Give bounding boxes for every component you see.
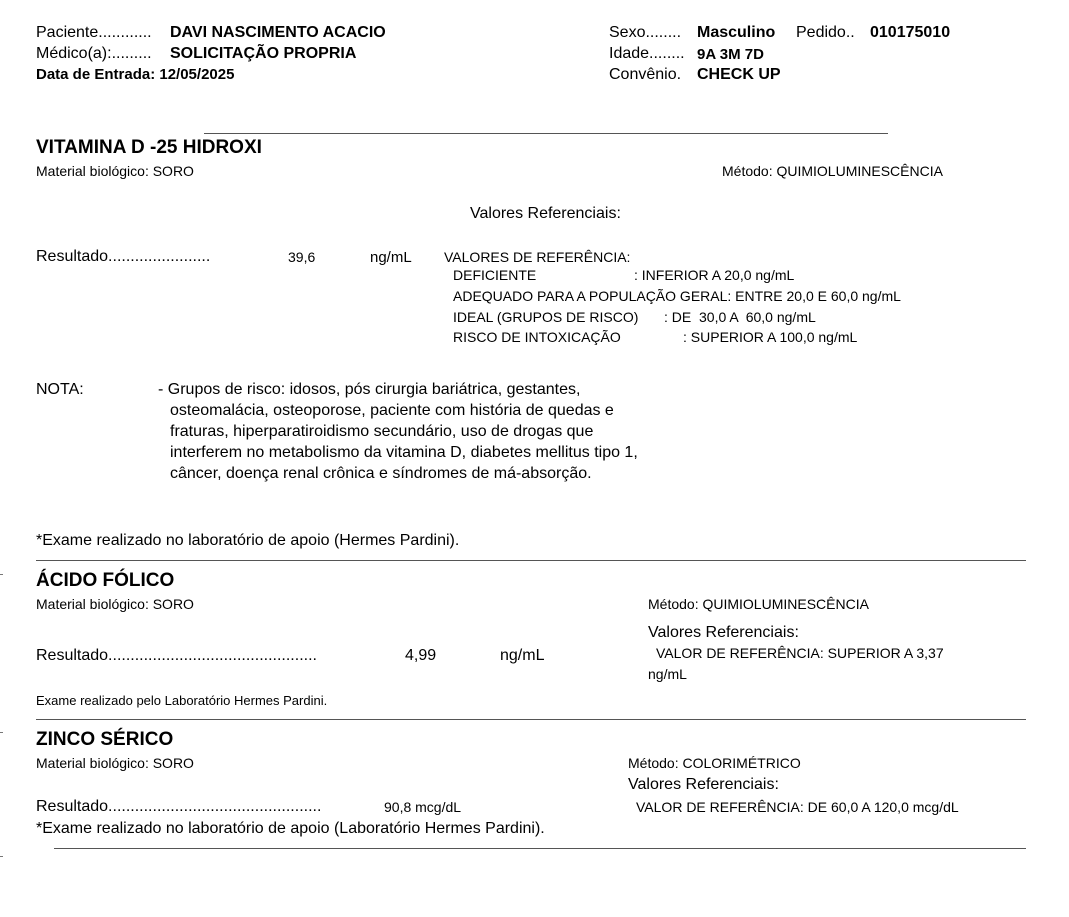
- convenio-value: CHECK UP: [697, 66, 781, 83]
- resultado-value: 39,6: [288, 249, 316, 265]
- sexo-value: Masculino: [697, 24, 776, 41]
- ref-line-label: RISCO DE INTOXICAÇÃO: [453, 329, 621, 345]
- ref-line-label: IDEAL (GRUPOS DE RISCO): [453, 309, 639, 325]
- ref-line-value: : INFERIOR A 20,0 ng/mL: [634, 267, 795, 283]
- material-label: Material biológico: SORO: [36, 596, 194, 612]
- resultado-unit: ng/mL: [500, 647, 545, 664]
- nota-line: fraturas, hiperparatiroidismo secundário, uso de drogas que: [170, 423, 594, 440]
- valores-ref-heading: Valores Referenciais:: [470, 205, 621, 222]
- ref-heading: VALORES DE REFERÊNCIA:: [444, 249, 631, 265]
- valores-ref-heading: Valores Referenciais:: [628, 776, 779, 793]
- nota-line: câncer, doença renal crônica e síndromes de má-absorção.: [170, 465, 592, 482]
- ref-line: VALOR DE REFERÊNCIA: DE 60,0 A 120,0 mcg/dL: [636, 799, 959, 815]
- resultado-value: 4,99: [405, 647, 437, 664]
- convenio-label: Convênio.: [609, 66, 682, 83]
- idade-label: Idade........: [609, 45, 685, 62]
- section-divider: [204, 133, 888, 134]
- section-divider: [54, 848, 1026, 849]
- margin-tick: [0, 856, 3, 857]
- section-divider: [36, 719, 1026, 720]
- material-label: Material biológico: SORO: [36, 755, 194, 771]
- idade-value: 9A 3M 7D: [697, 46, 764, 63]
- pedido-label: Pedido..: [796, 24, 855, 41]
- resultado-unit: ng/mL: [370, 249, 412, 266]
- section-footer: *Exame realizado no laboratório de apoio (Laboratório Hermes Pardini).: [36, 820, 545, 837]
- resultado-label: Resultado.......................: [36, 248, 211, 265]
- section-footer: Exame realizado pelo Laboratório Hermes Pardini.: [36, 693, 328, 708]
- section-title: ÁCIDO FÓLICO: [36, 570, 175, 591]
- ref-line-value: : SUPERIOR A 100,0 ng/mL: [683, 329, 858, 345]
- ref-line-label: DEFICIENTE: [453, 267, 537, 283]
- ref-line-value: : DE 30,0 A 60,0 ng/mL: [664, 309, 816, 325]
- section-title: VITAMINA D -25 HIDROXI: [36, 137, 262, 158]
- sexo-label: Sexo........: [609, 24, 682, 41]
- metodo-label: Método: COLORIMÉTRICO: [628, 755, 801, 771]
- nota-line: interferem no metabolismo da vitamina D, diabetes mellitus tipo 1,: [170, 444, 638, 461]
- section-footer: *Exame realizado no laboratório de apoio (Hermes Pardini).: [36, 532, 460, 549]
- nota-label: NOTA:: [36, 381, 84, 398]
- data-entrada: Data de Entrada: 12/05/2025: [36, 66, 235, 83]
- section-divider: [36, 560, 1026, 561]
- margin-tick: [0, 732, 3, 733]
- ref-line: VALOR DE REFERÊNCIA: SUPERIOR A 3,37: [656, 645, 944, 661]
- paciente-value: DAVI NASCIMENTO ACACIO: [170, 24, 386, 41]
- section-title: ZINCO SÉRICO: [36, 729, 174, 750]
- metodo-label: Método: QUIMIOLUMINESCÊNCIA: [722, 163, 943, 179]
- ref-line-label: ADEQUADO PARA A POPULAÇÃO GERAL: ENTRE 20,0 E 60,0 ng/mL: [453, 288, 901, 304]
- nota-line: - Grupos de risco: idosos, pós cirurgia bariátrica, gestantes,: [158, 381, 581, 398]
- medico-label: Médico(a):.........: [36, 45, 152, 62]
- margin-tick: [0, 574, 3, 575]
- material-label: Material biológico: SORO: [36, 163, 194, 179]
- resultado-label: Resultado................................................: [36, 798, 322, 815]
- resultado-label: Resultado...............................................: [36, 647, 317, 664]
- pedido-value: 010175010: [870, 24, 951, 41]
- metodo-label: Método: QUIMIOLUMINESCÊNCIA: [648, 596, 869, 612]
- resultado-value: 90,8 mcg/dL: [384, 799, 462, 815]
- nota-line: osteomalácia, osteoporose, paciente com história de quedas e: [170, 402, 614, 419]
- ref-line: ng/mL: [648, 666, 687, 682]
- paciente-label: Paciente............: [36, 24, 152, 41]
- medico-value: SOLICITAÇÃO PROPRIA: [170, 45, 357, 62]
- valores-ref-heading: Valores Referenciais:: [648, 624, 799, 641]
